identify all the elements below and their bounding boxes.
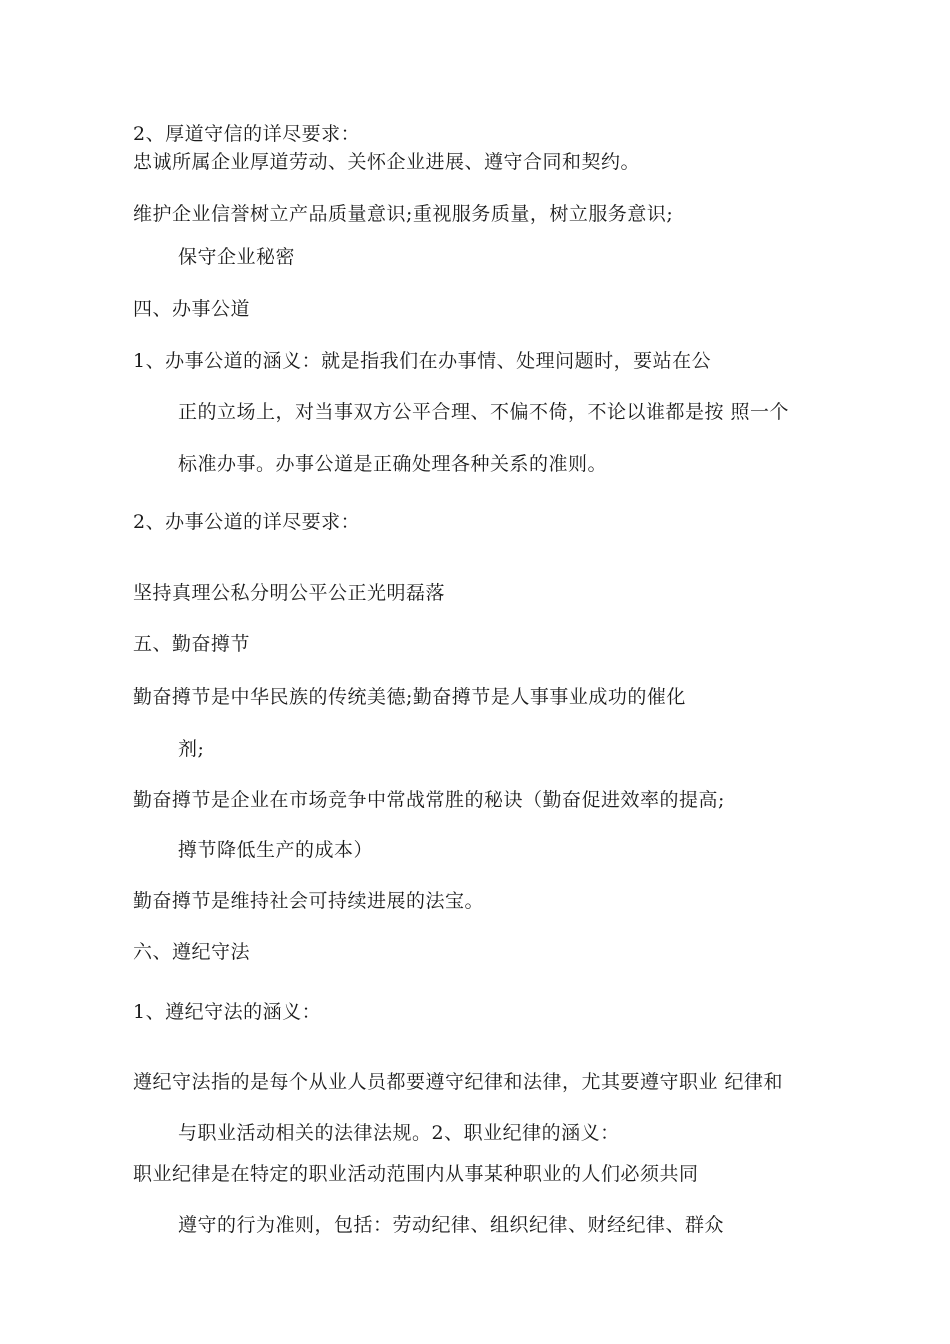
text-line: 保守企业秘密 — [178, 246, 296, 268]
text-line: 职业纪律是在特定的职业活动范围内从事某种职业的人们必须共同 — [133, 1163, 699, 1185]
section-heading: 五、勤奋撙节 — [133, 633, 251, 655]
text-line: 剂; — [178, 738, 205, 760]
text-line: 坚持真理公私分明公平公正光明磊落 — [133, 582, 446, 604]
text-line: 2、厚道守信的详尽要求： — [133, 123, 361, 145]
text-line: 与职业活动相关的法律法规。2、职业纪律的涵义： — [178, 1122, 620, 1144]
section-heading: 四、办事公道 — [133, 298, 251, 320]
text-line: 标准办事。办事公道是正确处理各种关系的准则。 — [178, 453, 608, 475]
text-line: 1、办事公道的涵义：就是指我们在办事情、处理问题时，要站在公 — [133, 350, 712, 372]
text-line: 勤奋撙节是维持社会可持续进展的法宝。 — [133, 890, 485, 912]
text-line: 2、办事公道的详尽要求： — [133, 511, 361, 533]
text-line: 正的立场上，对当事双方公平合理、不偏不倚，不论以谁都是按 照一个 — [178, 401, 790, 423]
text-line: 1、遵纪守法的涵义： — [133, 1001, 322, 1023]
text-line: 忠诚所属企业厚道劳动、关怀企业进展、遵守合同和契约。 — [133, 151, 641, 173]
text-line: 遵守的行为准则，包括：劳动纪律、组织纪律、财经纪律、群众 — [178, 1214, 725, 1236]
text-line: 勤奋撙节是企业在市场竞争中常战常胜的秘诀（勤奋促进效率的提高; — [133, 789, 725, 811]
text-line: 维护企业信誉树立产品质量意识;重视服务质量，树立服务意识; — [133, 203, 674, 225]
section-heading: 六、遵纪守法 — [133, 941, 251, 963]
text-line: 勤奋撙节是中华民族的传统美德;勤奋撙节是人事事业成功的催化 — [133, 686, 686, 708]
text-line: 遵纪守法指的是每个从业人员都要遵守纪律和法律，尤其要遵守职业 纪律和 — [133, 1071, 784, 1093]
text-line: 撙节降低生产的成本） — [178, 839, 374, 861]
